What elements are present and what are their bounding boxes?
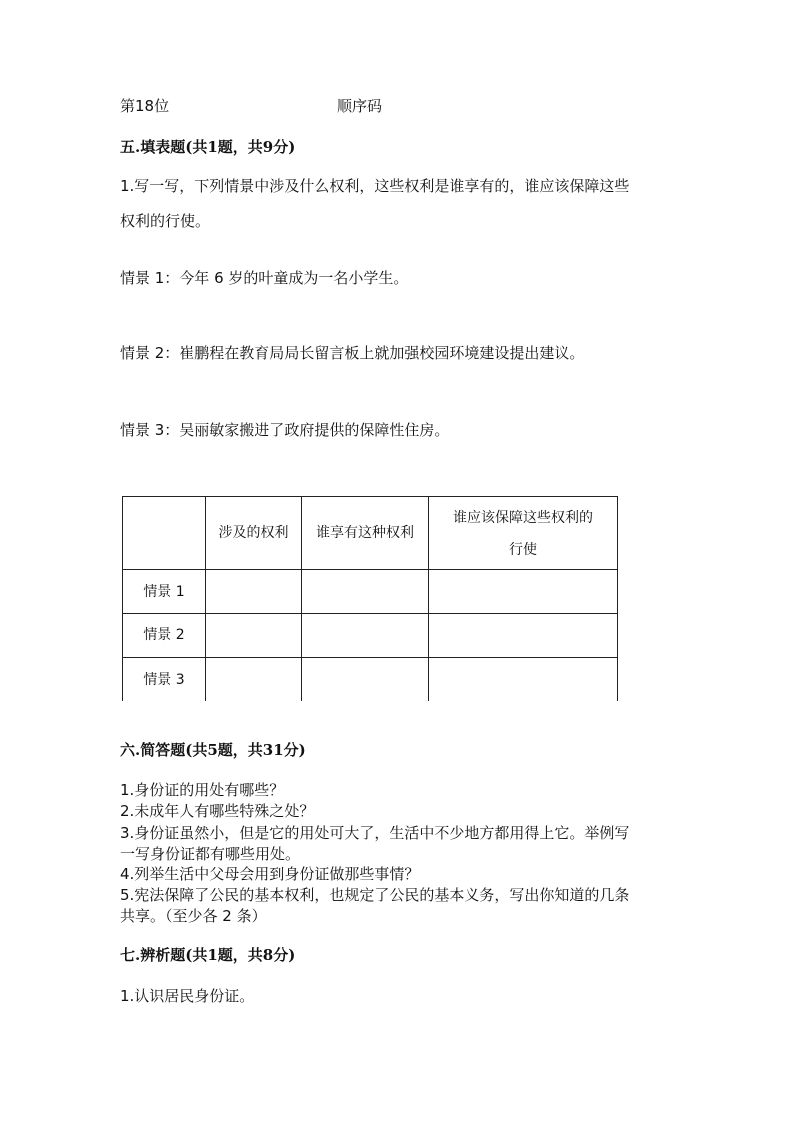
table-row-divider [122,613,618,614]
table-header-guarantor-line1: 谁应该保障这些权利的 [453,510,593,526]
section5-question-line2: 权利的行使。 [120,212,211,230]
section5-title: 五.填表题(共1题，共9分) [120,138,296,156]
order-code-label: 顺序码 [337,97,383,115]
scenario-1: 情景 1：今年 6 岁的叶童成为一名小学生。 [120,269,409,287]
section6-line-6: 5.宪法保障了公民的基本权利，也规定了公民的基本义务，写出你知道的几条 [120,886,630,904]
table-header-holder: 谁享有这种权利 [316,525,414,541]
table-row-divider [122,657,618,658]
scenario-2: 情景 2：崔鹏程在教育局局长留言板上就加强校园环境建设提出建议。 [120,344,585,362]
table-row-divider [122,569,618,570]
section6-line-7: 共享。（至少各 2 条） [120,907,267,925]
section7-question: 1.认识居民身份证。 [120,987,255,1005]
section6-line-2: 2.未成年人有哪些特殊之处？ [120,802,315,820]
scenario-3: 情景 3：吴丽敏家搬进了政府提供的保障性住房。 [120,421,450,439]
section6-line-5: 4.列举生活中父母会用到身份证做那些事情？ [120,865,420,883]
seat-number: 第18位 [120,97,170,115]
section6-title: 六.简答题(共5题，共31分) [120,741,306,759]
section6-line-3: 3.身份证虽然小，但是它的用处可大了，生活中不少地方都用得上它。举例写 [120,824,630,842]
table-border-right [617,496,618,701]
table-header-guarantor-line2: 行使 [509,542,537,558]
table-header-rights: 涉及的权利 [218,525,289,541]
table-row-label: 情景 1 [143,584,185,600]
section6-line-1: 1.身份证的用处有哪些？ [120,781,285,799]
section7-title: 七.辨析题(共1题，共8分) [120,946,296,964]
table-row-label: 情景 2 [143,627,185,643]
table-border-top [122,496,618,497]
section5-question-line1: 1.写一写，下列情景中涉及什么权利，这些权利是谁享有的，谁应该保障这些 [120,177,630,195]
section6-line-4: 一写身份证都有哪些用处。 [120,845,301,863]
table-row-label: 情景 3 [143,672,185,688]
